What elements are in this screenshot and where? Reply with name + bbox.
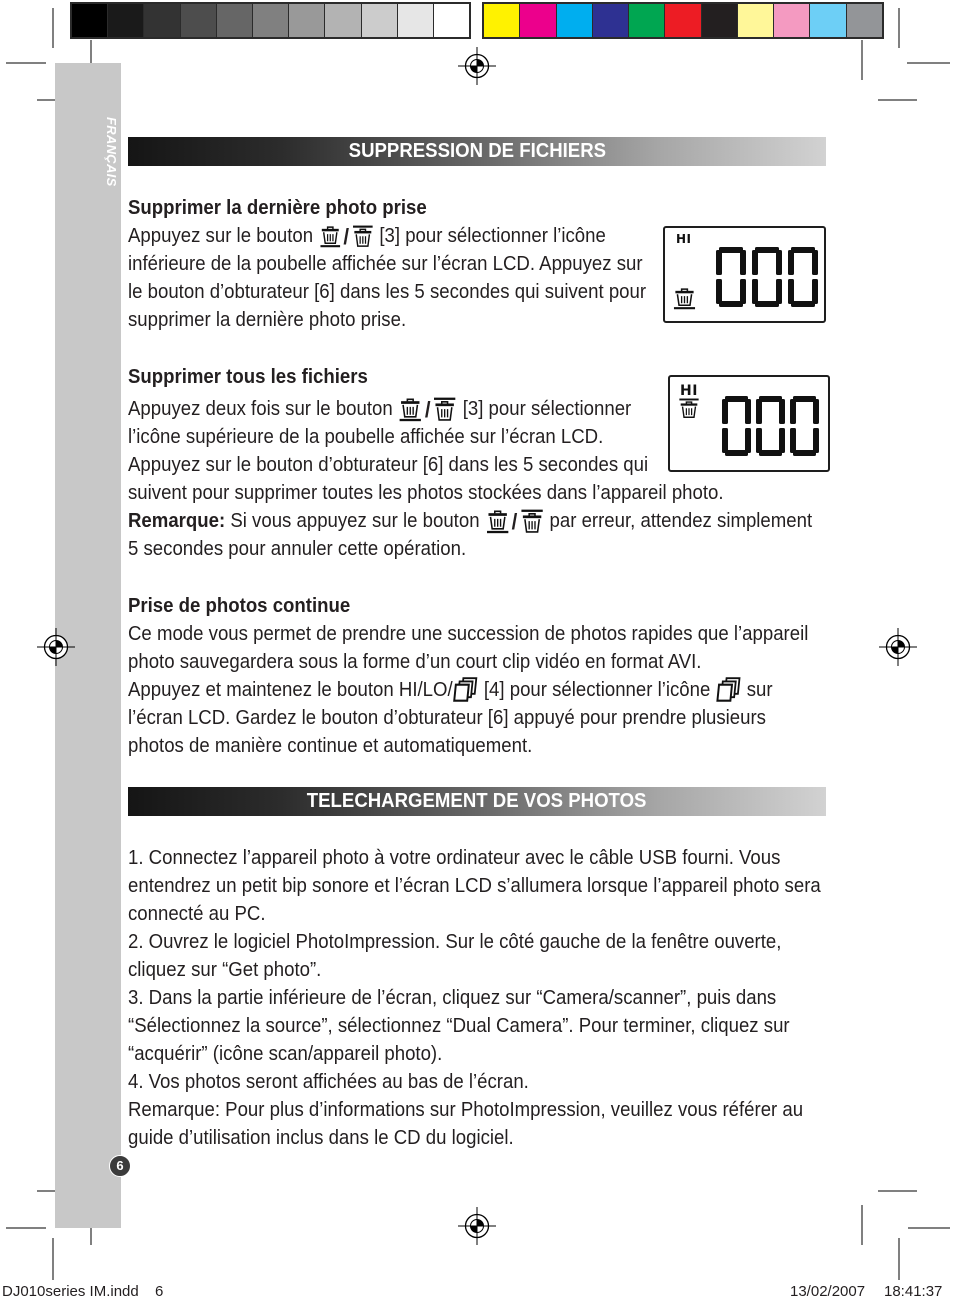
lcd-segment [716,250,722,275]
delete-all-line-3: Appuyez sur le bouton d’obturateur [6] dans les 5 secondes qui [128,454,649,476]
lcd-segment [813,399,819,424]
section-header-delete-files [128,137,826,166]
registration-mark-right [878,627,918,667]
lcd-counter [722,395,826,457]
color-swatch [810,4,845,37]
delete-last-line-4: supprimer la dernière photo prise. [128,309,407,331]
lcd-segment [779,399,785,424]
download-line-2: entendrez un petit bip sonore et l’écran LCD s’allumera lorsque l’appareil photo sera [128,875,821,897]
color-swatch [520,4,555,37]
delete-button-icons [398,397,458,422]
delete-last-line-1 [128,222,646,250]
delete-last-line-2: inférieure de la poubelle affichée sur l’écran LCD. Appuyez sur [128,253,643,275]
color-swatch [774,4,809,37]
delete-note-line-1 [128,507,812,535]
lcd-segment [716,279,722,304]
lcd-segment [779,428,785,453]
lcd-digit [722,396,751,456]
delete-button-icons [485,509,545,534]
lcd-segment [790,399,796,424]
burst-mode-icon [715,677,741,702]
trash-lower-icon [673,287,696,310]
color-swatch [434,4,469,37]
lcd-segment [740,250,746,275]
trash-lower-icon [485,509,510,534]
language-label: FRANÇAIS [104,117,119,187]
lcd-digit [716,247,746,307]
slug-time: 18:41:37 [884,1283,943,1300]
color-swatch [847,4,882,37]
color-swatch [72,4,107,37]
burst-line-1: Ce mode vous permet de prendre une succession de photos rapides que l’appareil [128,623,809,645]
download-steps [128,844,873,1152]
color-swatch [738,4,773,37]
color-swatch [325,4,360,37]
lcd-segment [722,428,728,453]
lcd-segment [740,279,746,304]
lcd-segment [725,450,748,456]
delete-note-line-2: 5 secondes pour annuler cette opération. [128,538,467,560]
download-line-1: 1. Connectez l’appareil photo à votre ordinateur avec le câble USB fourni. Vous [128,847,781,869]
download-line-4: 2. Ouvrez le logiciel PhotoImpression. Sur le côté gauche de la fenêtre ouverte, [128,931,782,953]
text-segment: Appuyez et maintenez le bouton HI/LO/ [128,679,453,701]
delete-button-icons [318,225,374,248]
download-line-9: 4. Vos photos seront affichées au bas de l’écran. [128,1071,529,1093]
lcd-segment [776,250,782,275]
text-segment: [4] pour sélectionner l’icône [483,679,711,701]
lcd-segment [722,399,728,424]
text-segment: Appuyez deux fois sur le bouton [128,398,393,420]
delete-all-line-2: l’icône supérieure de la poubelle affichée sur l’écran LCD. [128,426,604,448]
lcd-segment [719,301,743,307]
lcd-segment [719,247,743,253]
download-line-11: guide d’utilisation inclus dans le CD du logiciel. [128,1127,514,1149]
lcd-digit [788,247,818,307]
lcd-segment [788,250,794,275]
color-control-bar [482,2,884,39]
delete-last-photo-section [128,194,685,334]
burst-mode-icon [453,677,479,702]
lcd-segment [745,428,751,453]
burst-line-5: photos de manière continue et automatiquement. [128,735,533,757]
burst-line-2: photo sauvegardera sous la forme d’un court clip vidéo en format AVI. [128,651,702,673]
text-segment: [3] pour sélectionner [462,398,632,420]
lcd-segment [788,279,794,304]
color-swatch [289,4,324,37]
slug-file-name: DJ010series IM.indd [2,1283,139,1300]
trash-lower-icon [398,397,423,422]
download-line-3: connecté au PC. [128,903,266,925]
lcd-digit [752,247,782,307]
lcd-segment [745,399,751,424]
lcd-counter [716,246,822,308]
lcd-segment [759,450,782,456]
lcd-segment [791,301,815,307]
text-segment: [3] pour sélectionner l’icône [379,225,606,247]
lcd-segment [791,247,815,253]
color-swatch [253,4,288,37]
download-line-8: “acquérir” (icône scan/appareil photo). [128,1043,443,1065]
lcd-segment [752,279,758,304]
color-swatch [665,4,700,37]
color-swatch [217,4,252,37]
burst-line-3 [128,676,808,704]
lcd-segment [756,428,762,453]
color-swatch [702,4,737,37]
color-swatch [629,4,664,37]
download-line-10: Remarque: Pour plus d’informations sur PhotoImpression, veuillez vous référer au [128,1099,804,1121]
download-line-7: “Sélectionnez la source”, sélectionnez “Dual Camera”. Pour terminer, cliquez sur [128,1015,790,1037]
trash-upper-icon [351,225,374,248]
registration-mark-bottom [457,1206,497,1246]
color-swatch [557,4,592,37]
delete-last-line-3: le bouton d’obturateur [6] dans les 5 secondes qui suivent pour [128,281,647,303]
subsection-heading-delete-all: Supprimer tous les fichiers [128,366,368,388]
lcd-segment [793,450,816,456]
lcd-segment [793,396,816,402]
section-title: SUPPRESSION DE FICHIERS [348,140,606,162]
icon-separator: / [424,396,431,422]
lcd-segment [776,279,782,304]
registration-mark-left [36,627,76,667]
lcd-segment [790,428,796,453]
text-segment: par erreur, attendez simplement [549,510,813,532]
trash-upper-icon [432,397,457,422]
color-swatch [108,4,143,37]
color-swatch [362,4,397,37]
slug-date: 13/02/2007 [790,1283,866,1300]
icon-separator: / [343,223,350,249]
lcd-segment [756,399,762,424]
lcd-digit [790,396,819,456]
subsection-heading-burst: Prise de photos continue [128,595,351,617]
lcd-segment [755,301,779,307]
lcd-segment [813,428,819,453]
registration-mark-top [457,46,497,86]
lcd-segment [755,247,779,253]
page-number-badge: 6 [109,1155,131,1177]
color-swatch [144,4,179,37]
burst-mode-section [128,592,860,760]
lcd-segment [812,250,818,275]
lcd-segment [759,396,782,402]
trash-upper-icon [677,398,701,419]
trash-lower-icon [318,225,341,248]
burst-line-4: l’écran LCD. Gardez le bouton d’obturateur [6] appuyé pour prendre plusieurs [128,707,766,729]
download-line-6: 3. Dans la partie inférieure de l’écran, cliquez sur “Camera/scanner”, puis dans [128,987,777,1009]
lcd-preview-delete-all [668,375,830,472]
color-swatch [181,4,216,37]
lcd-segment [812,279,818,304]
text-segment: sur [746,679,773,701]
lcd-preview-delete-last [663,226,826,323]
lcd-mode-indicator: HI [676,232,692,246]
trash-upper-icon [519,509,544,534]
note-label: Remarque: [128,510,226,532]
section-title: TELECHARGEMENT DE VOS PHOTOS [307,790,647,812]
color-swatch [593,4,628,37]
download-line-5: cliquez sur “Get photo”. [128,959,322,981]
color-swatch [484,4,519,37]
grayscale-control-bar [70,2,471,39]
section-header-download [128,787,826,816]
color-swatch [398,4,433,37]
delete-all-line-4: suivent pour supprimer toutes les photos stockées dans l’appareil photo. [128,482,724,504]
lcd-mode-indicator: HI [680,383,698,399]
icon-separator: / [511,508,518,534]
text-segment: Si vous appuyez sur le bouton [230,510,480,532]
subsection-heading-delete-last: Supprimer la dernière photo prise [128,197,427,219]
text-segment: Appuyez sur le bouton [128,225,314,247]
lcd-segment [752,250,758,275]
slug-page: 6 [155,1283,164,1300]
lcd-segment [725,396,748,402]
lcd-digit [756,396,785,456]
